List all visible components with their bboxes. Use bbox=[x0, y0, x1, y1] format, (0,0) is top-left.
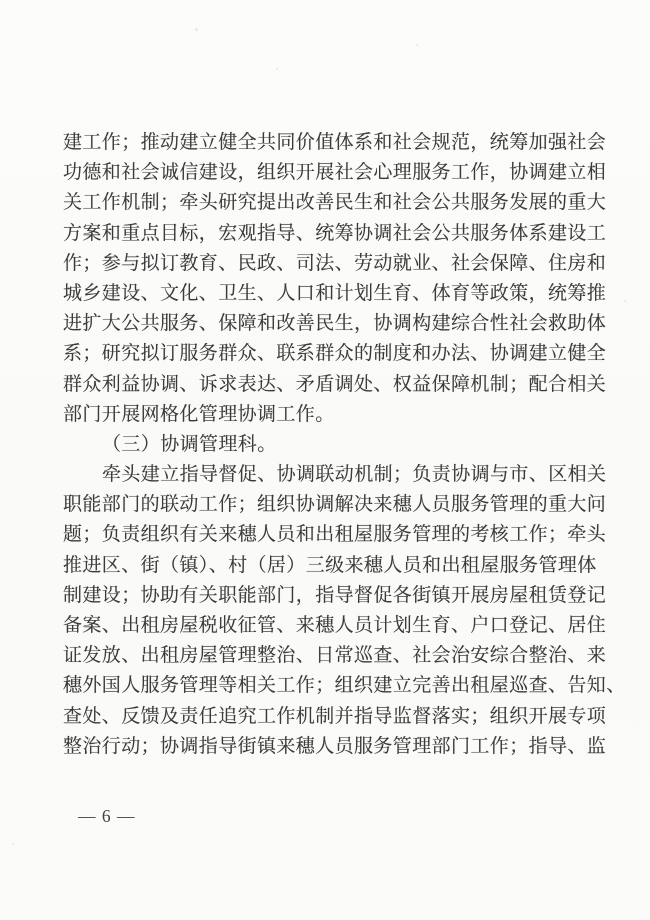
text-line: 备案、出租房屋税收征管、来穗人员计划生育、户口登记、居住 bbox=[63, 615, 607, 636]
scan-speckle bbox=[624, 300, 626, 302]
body-text-block bbox=[63, 128, 626, 762]
text-line: 查处、反馈及责任追究工作机制并指导监督落实；组织开展专项 bbox=[63, 705, 607, 727]
text-line: 部门开展网格化管理协调工作。 bbox=[63, 403, 335, 425]
text-line: 城乡建设、文化、卫生、人口和计划生育、体育等政策，统筹推 bbox=[63, 282, 607, 304]
scan-speckle bbox=[416, 44, 418, 46]
text-line: 穗外国人服务管理等相关工作；组织建立完善出租屋巡查、告知、 bbox=[63, 675, 626, 697]
scan-speckle bbox=[276, 68, 278, 70]
scan-speckle bbox=[12, 843, 14, 845]
text-line: 作；参与拟订教育、民政、司法、劳动就业、社会保障、住房和 bbox=[63, 252, 607, 274]
text-line: 证发放、出租房屋管理整治、日常巡查、社会治安综合整治、来 bbox=[63, 645, 607, 667]
text-line: 进扩大公共服务、保障和改善民生，协调构建综合性社会救助体 bbox=[63, 313, 607, 335]
text-line: 方案和重点目标，宏观指导、统筹协调社会公共服务体系建设工 bbox=[63, 222, 607, 244]
text-line: 群众利益协调、诉求表达、矛盾调处、权益保障机制；配合相关 bbox=[63, 373, 607, 395]
text-line: 制建设；协助有关职能部门，指导督促各街镇开展房屋租赁登记 bbox=[63, 584, 607, 606]
text-line: 功德和社会诚信建设，组织开展社会心理服务工作，协调建立相 bbox=[63, 162, 607, 184]
text-line: 系；研究拟订服务群众、联系群众的制度和办法、协调建立健全 bbox=[63, 343, 607, 365]
text-line: 牵头建立指导督促、协调联动机制；负责协调与市、区相关 bbox=[102, 464, 607, 486]
text-line: 职能部门的联动工作；组织协调解决来穗人员服务管理的重大问 bbox=[63, 494, 607, 516]
text-line: 题；负责组织有关来穗人员和出租屋服务管理的考核工作；牵头 bbox=[63, 524, 607, 546]
text-line: 整治行动；协调指导街镇来穗人员服务管理部门工作；指导、监 bbox=[63, 735, 607, 757]
text-line: 关工作机制；牵头研究提出改善民生和社会公共服务发展的重大 bbox=[63, 192, 607, 214]
page-footer bbox=[78, 806, 136, 827]
text-line: 建工作；推动建立健全共同价值体系和社会规范，统筹加强社会 bbox=[63, 132, 607, 153]
page-number: — 6 — bbox=[78, 806, 136, 826]
text-line: （三）协调管理科。 bbox=[102, 433, 277, 455]
text-line: 推进区、街（镇）、村（居）三级来穗人员和出租屋服务管理体 bbox=[63, 554, 597, 576]
scan-speckle bbox=[195, 28, 198, 31]
